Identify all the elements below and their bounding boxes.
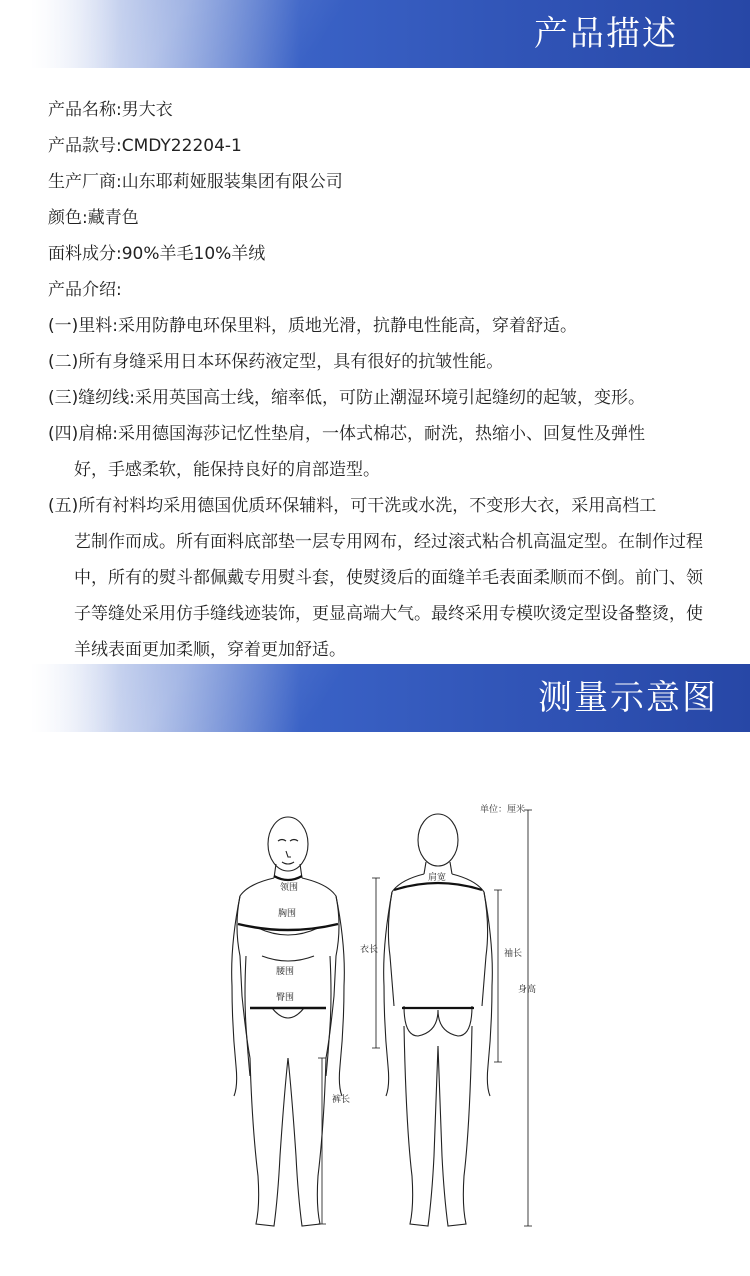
feature-text-continued: 好，手感柔软，能保持良好的肩部造型。 xyxy=(74,460,380,480)
label-neck: 领围 xyxy=(280,883,299,893)
section-title: 产品描述 xyxy=(534,14,678,54)
section-header-measurement xyxy=(0,664,750,732)
label-sleeve-length: 袖长 xyxy=(504,949,523,959)
feature-text: (二)所有身缝采用日本环保药液定型，具有很好的抗皱性能。 xyxy=(48,352,504,372)
feature-text: (四)肩棉:采用德国海莎记忆性垫肩，一体式棉芯，耐洗，热缩小、回复性及弹性 xyxy=(48,424,645,444)
product-model: 产品款号:CMDY22204-1 xyxy=(48,136,242,156)
banner-fade xyxy=(0,0,120,68)
label-shoulder: 肩宽 xyxy=(428,873,447,883)
banner-fade xyxy=(0,664,120,732)
product-manufacturer: 生产厂商:山东耶莉娅服装集团有限公司 xyxy=(48,172,343,192)
label-hip: 臀围 xyxy=(276,993,295,1003)
product-color: 颜色:藏青色 xyxy=(48,208,139,228)
feature-text: (三)缝纫线:采用英国高士线，缩率低，可防止潮湿环境引起缝纫的起皱，变形。 xyxy=(48,388,645,408)
label-coat-length: 衣长 xyxy=(360,945,379,955)
front-figure xyxy=(232,817,345,1226)
label-waist: 腰围 xyxy=(276,967,295,977)
product-fabric: 面料成分:90%羊毛10%羊绒 xyxy=(48,244,266,264)
feature-text: (五)所有衬料均采用德国优质环保辅料，可干洗或水洗，不变形大衣，采用高档工 xyxy=(48,496,657,516)
feature-item xyxy=(48,488,728,668)
feature-item xyxy=(48,416,728,488)
product-description xyxy=(48,92,728,668)
label-height: 身高 xyxy=(518,985,537,995)
product-name: 产品名称:男大衣 xyxy=(48,100,173,120)
section-title: 测量示意图 xyxy=(538,678,718,718)
feature-item xyxy=(48,308,728,344)
label-trouser-length: 裤长 xyxy=(332,1095,351,1105)
feature-item xyxy=(48,344,728,380)
feature-item xyxy=(48,380,728,416)
feature-text-continued: 艺制作而成。所有面料底部垫一层专用网布，经过滚式粘合机高温定型。在制作过程中，所有的熨斗都佩戴专用熨斗套，使熨烫后的面缝羊毛表面柔顺而不倒。前门、领子等缝处采用仿手缝线迹装饰，更显高端大气。最终采用专模吹烫定型设备整烫，使羊绒表面更加柔顺，穿着更加舒适。 xyxy=(74,532,703,660)
front-measurements xyxy=(238,876,338,1224)
unit-label: 单位：厘米 xyxy=(480,805,526,815)
section-header-description xyxy=(0,0,750,68)
measurement-diagram xyxy=(228,796,558,1236)
product-intro-label: 产品介绍: xyxy=(48,280,122,300)
feature-text: (一)里料:采用防静电环保里料，质地光滑，抗静电性能高，穿着舒适。 xyxy=(48,316,577,336)
label-chest: 胸围 xyxy=(278,909,297,919)
